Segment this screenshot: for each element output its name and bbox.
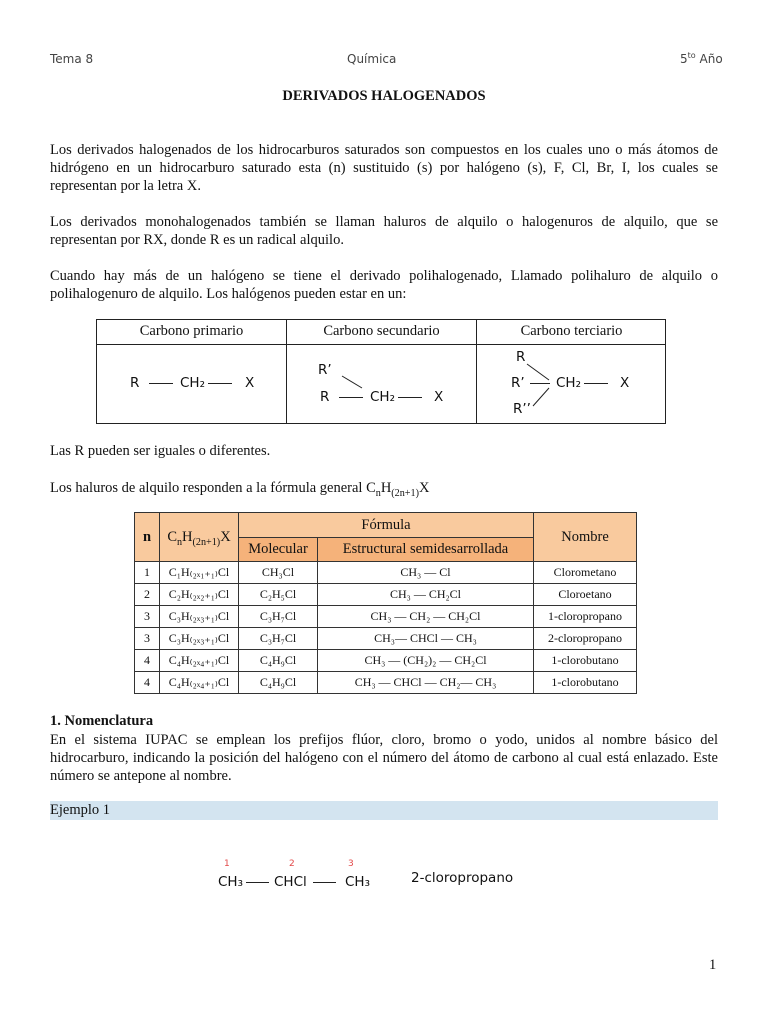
- tertiary-r-double-prime: R’’: [513, 401, 531, 417]
- paragraph-monohalogenados: Los derivados monohalogenados también se llaman haluros de alquilo o halogenuros de alquilo, que se representan por RX, donde R es un radical alquilo.: [50, 214, 718, 248]
- cell-general: C₄H₍₂ₓ₄₊₁₎Cl: [160, 672, 239, 694]
- secondary-bond-2: [398, 397, 422, 398]
- secondary-r-prime: R’: [318, 362, 332, 378]
- cell-estructural: CH₃— CHCl — CH₃: [318, 628, 534, 650]
- carbon-type-table: [96, 319, 666, 424]
- col-formula: Fórmula: [239, 513, 534, 538]
- col-estructural: Estructural semidesarrollada: [318, 538, 534, 562]
- header-grade: $5^{to}$ Año: [680, 51, 723, 66]
- primary-bond-2: [208, 383, 232, 384]
- primary-x: X: [245, 375, 255, 391]
- tertiary-r: R: [516, 349, 526, 365]
- primary-ch2: CH₂: [180, 375, 205, 391]
- page-number: 1: [709, 957, 717, 973]
- example-bond-2: [313, 882, 336, 883]
- page-title: DERIVADOS HALOGENADOS: [282, 88, 486, 104]
- paragraph-intro: Los derivados halogenados de los hidrocarburos saturados son compuestos en los cuales uno o más átomos de hidrógeno en un hidrocarburo saturado esta (n) sustituido (s) por halógeno (s), F, Cl, Br, I, los cuales se representan por la letra X.: [50, 142, 718, 194]
- col-n: n: [135, 513, 160, 562]
- secondary-r: R: [320, 389, 330, 405]
- cell-general: C₄H₍₂ₓ₄₊₁₎Cl: [160, 650, 239, 672]
- cell-estructural: CH₃ — CH₂ — CH₂Cl: [318, 606, 534, 628]
- cell-nombre: 2-cloropropano: [534, 628, 637, 650]
- cell-nombre: 1-clorobutano: [534, 672, 637, 694]
- cell-molecular: C₂H₅Cl: [239, 584, 318, 606]
- paragraph-r-note: Las R pueden ser iguales o diferentes.: [50, 443, 271, 459]
- cell-estructural: CH₃ — Cl: [318, 562, 534, 584]
- carbon-number-1: 1: [224, 859, 230, 869]
- cell-general: C₃H₍₂ₓ₃₊₁₎Cl: [160, 606, 239, 628]
- header-carbono-primario: Carbono primario: [139, 323, 244, 339]
- example-compound-name: 2-cloropropano: [411, 870, 514, 886]
- cell-general: C₃H₍₂ₓ₃₊₁₎Cl: [160, 628, 239, 650]
- cell-nombre: Clorometano: [534, 562, 637, 584]
- paragraph-polihalogenados: Cuando hay más de un halógeno se tiene el derivado polihalogenado, Llamado polihaluro de alquilo o polihalogenuro de alquilo. Los halógenos pueden estar en un:: [50, 268, 718, 302]
- tertiary-ch2: CH₂: [556, 375, 581, 391]
- example-group-1: CH₃: [218, 874, 243, 890]
- cell-nombre: 1-cloropropano: [534, 606, 637, 628]
- primary-r: R: [130, 375, 140, 391]
- col-formula-general: $C_nH_{(2n+1)}X$: [160, 513, 239, 562]
- example-group-3: CH₃: [345, 874, 370, 890]
- table-row: [135, 562, 637, 584]
- col-molecular: Molecular: [239, 538, 318, 562]
- paragraph-general-formula: Los haluros de alquilo responden a la fórmula general $C_nH_{(2n+1)}X$: [50, 480, 430, 499]
- table-row: [135, 650, 637, 672]
- header-carbono-secundario: Carbono secundario: [323, 323, 440, 339]
- table-row: [135, 628, 637, 650]
- secondary-diagonal-bond: [340, 374, 364, 390]
- tertiary-r-prime: R’: [511, 375, 525, 391]
- cell-n: 4: [135, 650, 160, 672]
- secondary-ch2: CH₂: [370, 389, 395, 405]
- tertiary-bond-r-prime: [530, 383, 550, 384]
- table-row: [135, 584, 637, 606]
- primary-bond-1: [149, 383, 173, 384]
- cell-molecular: C₃H₇Cl: [239, 628, 318, 650]
- header-carbono-terciario: Carbono terciario: [520, 323, 623, 339]
- carbon-number-3: 3: [348, 859, 354, 869]
- cell-n: 3: [135, 628, 160, 650]
- cell-general: C₁H₍₂ₓ₁₊₁₎Cl: [160, 562, 239, 584]
- header-subject: Química: [347, 52, 397, 66]
- cell-general: C₂H₍₂ₓ₂₊₁₎Cl: [160, 584, 239, 606]
- example-group-2: CHCl: [274, 874, 307, 890]
- cell-n: 1: [135, 562, 160, 584]
- secondary-bond-1: [339, 397, 363, 398]
- col-nombre: Nombre: [534, 513, 637, 562]
- table-row: [135, 672, 637, 694]
- cell-nombre: 1-clorobutano: [534, 650, 637, 672]
- carbon-number-2: 2: [289, 859, 295, 869]
- cell-estructural: CH₃ — (CH₂)₂ — CH₂Cl: [318, 650, 534, 672]
- cell-estructural: CH₃ — CHCl — CH₂— CH₃: [318, 672, 534, 694]
- example-bond-1: [246, 882, 269, 883]
- secondary-x: X: [434, 389, 444, 405]
- section-heading-nomenclatura: 1. Nomenclatura: [50, 713, 154, 729]
- tertiary-bond-x: [584, 383, 608, 384]
- cell-estructural: CH₃ — CH₂Cl: [318, 584, 534, 606]
- cell-n: 2: [135, 584, 160, 606]
- cell-molecular: C₃H₇Cl: [239, 606, 318, 628]
- tertiary-x: X: [620, 375, 630, 391]
- cell-molecular: CH₃Cl: [239, 562, 318, 584]
- cell-molecular: C₄H₉Cl: [239, 672, 318, 694]
- haluros-table: [134, 512, 637, 694]
- cell-n: 3: [135, 606, 160, 628]
- example-label: Ejemplo 1: [50, 801, 718, 820]
- paragraph-nomenclatura: En el sistema IUPAC se emplean los prefijos flúor, cloro, bromo o yodo, unidos al nombre básico del hidrocarburo, indicando la posición del halógeno con el número del átomo de carbono al cual está enlazado. Este número se antepone al nombre.: [50, 732, 718, 784]
- cell-nombre: Cloroetano: [534, 584, 637, 606]
- cell-n: 4: [135, 672, 160, 694]
- table-row: [135, 606, 637, 628]
- header-topic: Tema 8: [50, 52, 94, 66]
- cell-molecular: C₄H₉Cl: [239, 650, 318, 672]
